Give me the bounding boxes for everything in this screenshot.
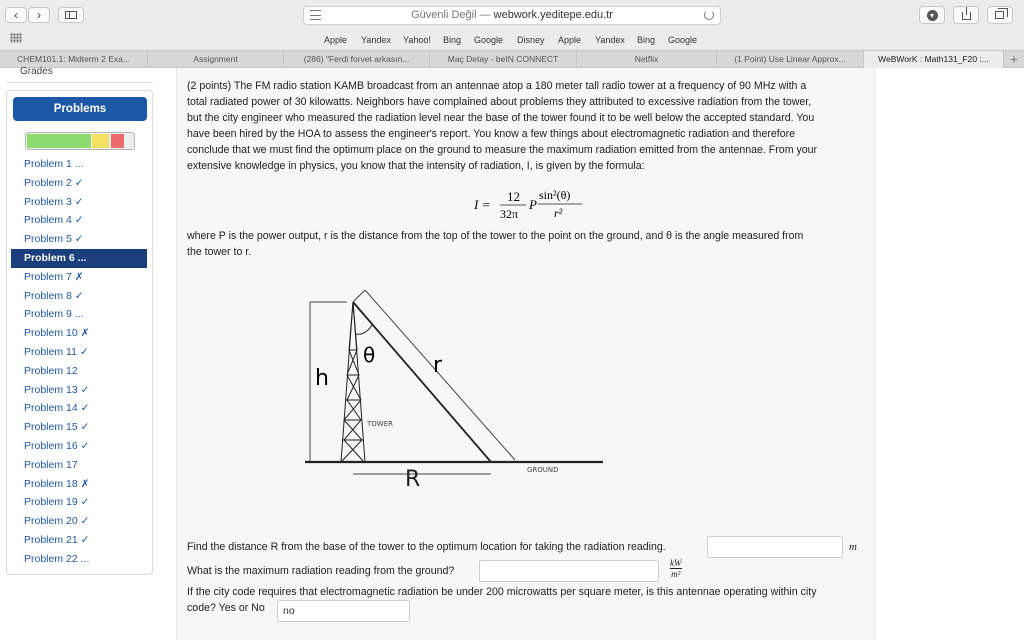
new-tab-button[interactable]: +	[1009, 51, 1019, 67]
ground-label: GROUND	[527, 466, 559, 474]
where-line: where P is the power output, r is the distance from the top of the tower to the point on the ground, and θ is the angle measured from	[187, 230, 804, 242]
problem-link[interactable]: Problem 3 ✓	[24, 195, 84, 208]
problem-link[interactable]: Problem 15 ✓	[24, 421, 90, 434]
intro-line: extensive knowledge in physics, you know that the intensity of radiation, I, is given by the formula:	[187, 160, 645, 172]
browser-tab[interactable]: (286) "Ferdi forvet arkasın...	[284, 51, 430, 68]
problem-link[interactable]: Problem 18 ✗	[24, 477, 90, 490]
browser-tab[interactable]: Netflix	[577, 51, 717, 68]
q3-line: If the city code requires that electromagnetic radiation be under 200 microwatts per square meter, is this antennae operating within city	[187, 586, 817, 598]
progress-segment-partial	[92, 134, 109, 148]
address-host: webwork.yeditepe.edu.tr	[493, 9, 613, 21]
favorite-link[interactable]: Apple	[324, 35, 348, 45]
problem-link[interactable]: Problem 2 ✓	[24, 176, 84, 189]
formula-r2: r²	[554, 206, 563, 220]
download-icon	[927, 10, 938, 21]
problem-intro	[187, 78, 867, 174]
formula-den: 32π	[500, 207, 519, 221]
webwork-page	[0, 68, 1024, 640]
intro-line: but the city engineer who measured the radiation level near the base of the tower found it to be well below the accepted standard. You	[187, 112, 815, 124]
forward-button[interactable]: ›	[28, 7, 50, 23]
favorite-link[interactable]: Yandex	[361, 35, 391, 45]
tower-diagram	[305, 290, 605, 500]
intro-line: (2 points) The FM radio station KAMB broadcast from an antennae atop a 180 meter tall radio tower at a frequency of 90 MHz with a	[187, 80, 807, 92]
problem-link-current[interactable]: Problem 6 ...	[11, 249, 147, 268]
intro-line: conclude that we must find the optimum place on the ground to measure the maximum radiation emitted from the antennae. From your	[187, 144, 818, 156]
problem-content	[176, 68, 875, 640]
progress-segment-correct	[27, 134, 91, 148]
browser-toolbar	[0, 0, 1024, 50]
r-tick	[353, 290, 365, 302]
tower	[341, 302, 365, 462]
formula-sin: sin²(θ)	[539, 188, 571, 202]
question-1: Find the distance R from the base of the tower to the optimum location for taking the radiation reading.	[187, 541, 666, 553]
favorite-link[interactable]: Google	[668, 35, 698, 45]
favorite-link[interactable]: Bing	[637, 35, 656, 45]
browser-tab[interactable]: Maç Detay - beIN CONNECT	[430, 51, 577, 68]
problem-link[interactable]: Problem 7 ✗	[24, 270, 84, 283]
tower-label: TOWER	[367, 420, 393, 428]
problems-button[interactable]: Problems	[13, 97, 147, 121]
problem-link[interactable]: Problem 8 ✓	[24, 289, 84, 302]
radiation-answer-input[interactable]	[479, 560, 659, 582]
browser-tab[interactable]: CHEM101.1: Midterm 2 Exa...	[0, 51, 148, 68]
favorite-link[interactable]: Google	[474, 35, 504, 45]
problem-link[interactable]: Problem 16 ✓	[24, 439, 90, 452]
problem-list	[11, 155, 147, 569]
problem-link[interactable]: Problem 19 ✓	[24, 496, 90, 509]
browser-tab[interactable]: Assignment	[148, 51, 284, 68]
reader-menu-icon[interactable]	[310, 10, 321, 20]
formula-lhs: I =	[474, 197, 491, 212]
h-label: h	[315, 366, 329, 391]
problem-link[interactable]: Problem 21 ✓	[24, 533, 90, 546]
progress-segment-incorrect	[111, 134, 124, 148]
problem-link[interactable]: Problem 14 ✓	[24, 402, 90, 415]
problem-link[interactable]: Problem 13 ✓	[24, 383, 90, 396]
address-bar[interactable]	[303, 6, 721, 25]
R-label: R	[405, 467, 421, 492]
kw-per-m2-unit	[670, 558, 682, 579]
problem-sidebar	[6, 90, 153, 575]
favorites-bar	[0, 33, 1024, 47]
reload-icon[interactable]	[704, 10, 714, 20]
favorite-link[interactable]: Yandex	[595, 35, 625, 45]
browser-tab[interactable]: (1 Point) Use Linear Approx...	[717, 51, 864, 68]
problem-link[interactable]: Problem 12	[24, 364, 78, 377]
divider	[6, 82, 153, 83]
problem-link[interactable]: Problem 11 ✓	[24, 345, 89, 358]
theta-label: θ	[363, 343, 376, 367]
intensity-formula	[474, 185, 594, 225]
favorite-link[interactable]: Apple	[558, 35, 582, 45]
q3-line: code? Yes or No	[187, 602, 265, 614]
theta-arc	[355, 325, 372, 334]
meter-unit: m	[849, 541, 857, 553]
show-tabs-button[interactable]	[987, 6, 1013, 24]
problem-link[interactable]: Problem 4 ✓	[24, 214, 84, 227]
problem-link[interactable]: Problem 9 ...	[24, 308, 84, 321]
code-compliance-input[interactable]	[277, 600, 410, 622]
question-2: What is the maximum radiation reading from the ground?	[187, 565, 455, 577]
problem-link[interactable]: Problem 20 ✓	[24, 515, 90, 528]
tab-bar	[0, 50, 1024, 68]
progress-bar	[25, 132, 135, 150]
formula-p: P	[529, 197, 537, 212]
problem-link[interactable]: Problem 10 ✗	[24, 327, 90, 340]
sidebar-toggle-button[interactable]	[58, 7, 84, 23]
r-label: r	[433, 353, 443, 378]
downloads-button[interactable]	[919, 6, 945, 24]
intro-line: total radiated power of 30 kilowatts. Neighbors have complained about problems they attributed to excessive radiation from the tower,	[187, 96, 812, 108]
problem-link[interactable]: Problem 5 ✓	[24, 233, 84, 246]
grades-link[interactable]: Grades	[20, 66, 53, 77]
unit-numerator: kW	[670, 558, 682, 568]
problem-link[interactable]: Problem 22 ...	[24, 552, 90, 565]
where-line: the tower to r.	[187, 246, 252, 258]
problem-link[interactable]: Problem 1 ...	[24, 158, 84, 170]
problem-link[interactable]: Problem 17	[24, 458, 78, 471]
share-icon	[962, 12, 971, 20]
security-label: Güvenli Değil —	[411, 9, 491, 21]
sidebar-icon	[65, 11, 77, 19]
tabs-icon	[995, 11, 1004, 19]
favorite-link[interactable]: Yahoo!	[403, 35, 431, 45]
favorite-link[interactable]: Disney	[517, 35, 545, 45]
browser-tab-active[interactable]: WeBWorK : Math131_F20 :...	[864, 51, 1004, 68]
back-button[interactable]: ‹	[5, 7, 27, 23]
unit-denominator: m²	[671, 569, 681, 579]
intro-line: have been hired by the HOA to assess the engineer's report. You know a few things about electromagnetic radiation and therefore	[187, 128, 796, 140]
share-button[interactable]	[953, 6, 979, 24]
distance-answer-input[interactable]	[707, 536, 843, 558]
favorite-link[interactable]: Bing	[443, 35, 462, 45]
formula-num: 12	[507, 189, 520, 204]
where-text	[187, 228, 867, 260]
r-line	[353, 302, 491, 462]
